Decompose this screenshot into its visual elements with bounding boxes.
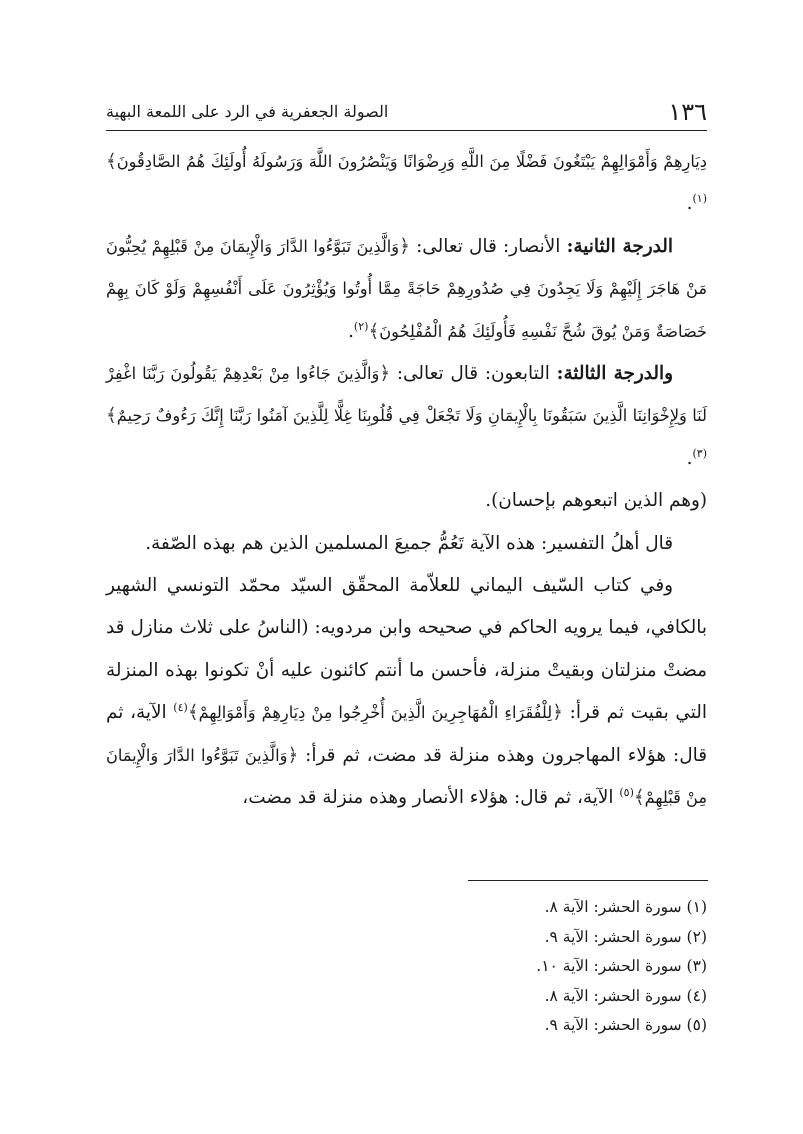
degree-label: الدرجة الثانية:	[566, 235, 673, 257]
paragraph-text: الآية، ثم قال: هؤلاء الأنصار وهذه منزلة قد مضت،	[242, 787, 620, 809]
footnote-divider	[468, 880, 708, 881]
quran-bracket-close: ﴾	[633, 787, 645, 809]
page-number: ١٣٦	[668, 98, 707, 126]
paragraph-text: التابعون: قال تعالى:	[390, 363, 557, 385]
paragraph-4: (وهم الذين اتبعوهم بإحسان).	[485, 490, 707, 512]
paragraph-text: الآية، ثم قال: هؤلاء المهاجرون وهذه منزلة قد مضت، ثم قرأ:	[106, 702, 707, 766]
quran-verse: وَالَّذِينَ تَبَوَّءُوا الدَّارَ وَالْإِيمَانَ مِنْ قَبْلِهِمْ يُحِبُّونَ مَنْ هَاجَرَ إِلَيْهِمْ وَلَا يَجِدُونَ فِي صُدُورِهِمْ حَاجَةً مِمَّا أُوتُوا وَيُؤْثِرُونَ عَلَى أَنْفُسِهِمْ وَلَوْ كَانَ بِهِمْ خَصَاصَةٌ وَمَنْ يُوقَ شُحَّ نَفْسِهِ فَأُولَئِكَ هُمُ الْمُفْلِحُونَ	[106, 236, 707, 341]
quran-bracket-close: ﴾	[106, 151, 117, 172]
degree-label: والدرجة الثالثة:	[556, 363, 673, 385]
quran-bracket-close: ﴾	[187, 702, 199, 724]
footnote-ref: (٣)	[692, 446, 707, 460]
main-text	[106, 141, 707, 820]
quran-bracket-close: ﴾	[368, 320, 380, 342]
quran-bracket-open: ﴿	[552, 702, 563, 724]
paragraph-2	[106, 226, 707, 353]
footnote-1: (١) سورة الحشر: الآية ٨.	[544, 898, 707, 916]
footnote-3: (٣) سورة الحشر: الآية ١٠.	[536, 957, 707, 975]
footnote-ref: (١)	[692, 192, 707, 206]
quran-bracket-close: ﴾	[106, 405, 117, 427]
paragraph-1	[106, 141, 707, 226]
footnotes	[407, 893, 707, 1041]
quran-verse: وَالَّذِينَ تَبَوَّءُوا الدَّارَ وَالْإِيمَانَ مِنْ قَبْلِهِمْ	[106, 745, 707, 808]
footnote-ref: (٤)	[173, 701, 188, 715]
paragraph-3	[106, 353, 707, 480]
paragraph-5: قال أهلُ التفسير: هذه الآية تَعُمُّ جميعَ المسلمين الذين هم بهذه الصّفة.	[145, 532, 673, 554]
quran-verse: لِلْفُقَرَاءِ الْمُهَاجِرِينَ الَّذِينَ أُخْرِجُوا مِنْ دِيَارِهِمْ وَأَمْوَالِهِمْ	[198, 703, 553, 723]
quran-bracket-open: ﴿	[399, 235, 410, 257]
footnote-ref: (٥)	[619, 785, 634, 799]
running-title: الصولة الجعفرية في الرد على اللمعة البهية	[106, 102, 389, 121]
footnote-ref: (٢)	[353, 319, 369, 333]
footnote-5: (٥) سورة الحشر: الآية ٩.	[544, 1016, 707, 1034]
quran-bracket-open: ﴿	[287, 744, 299, 766]
period: .	[348, 320, 354, 342]
footnote-4: (٤) سورة الحشر: الآية ٨.	[544, 986, 707, 1005]
paragraph-text: الأنصار: قال تعالى:	[409, 235, 567, 257]
period: .	[686, 447, 693, 469]
footnote-2: (٢) سورة الحشر: الآية ٩.	[544, 927, 707, 946]
page-header	[106, 96, 707, 131]
period: .	[686, 193, 693, 215]
paragraph-6	[106, 565, 707, 819]
quran-verse: دِيَارِهِمْ وَأَمْوَالِهِمْ يَبْتَغُونَ فَضْلًا مِنَ اللَّهِ وَرِضْوَانًا وَيَنْصُرُونَ اللَّهَ وَرَسُولَهُ أُولَئِكَ هُمُ الصَّادِقُونَ	[116, 152, 707, 171]
quran-verse: وَالَّذِينَ جَاءُوا مِنْ بَعْدِهِمْ يَقُولُونَ رَبَّنَا اغْفِرْ لَنَا وَلِإِخْوَانِنَا الَّذِينَ سَبَقُونَا بِالْإِيمَانِ وَلَا تَجْعَلْ فِي قُلُوبِنَا غِلًّا لِلَّذِينَ آمَنُوا رَبَّنَا إِنَّكَ رَءُوفٌ رَحِيمٌ	[106, 364, 707, 426]
quran-bracket-open: ﴿	[379, 363, 391, 385]
paragraph-text: وفي كتاب السّيف اليماني للعلاّمة المحقّق السيّد محمّد التونسي الشهير بالكافي، فيما يرويه الحاكم في صحيحه وابن مردويه: (الناسُ على ثلاث منازل قد مضتْ منزلتان وبقيتْ منزلة، فأحسن ما أنتم كائنون عليه أنْ تكونوا بهذه المنزلة التي بقيت ثم قرأ:	[106, 575, 708, 724]
